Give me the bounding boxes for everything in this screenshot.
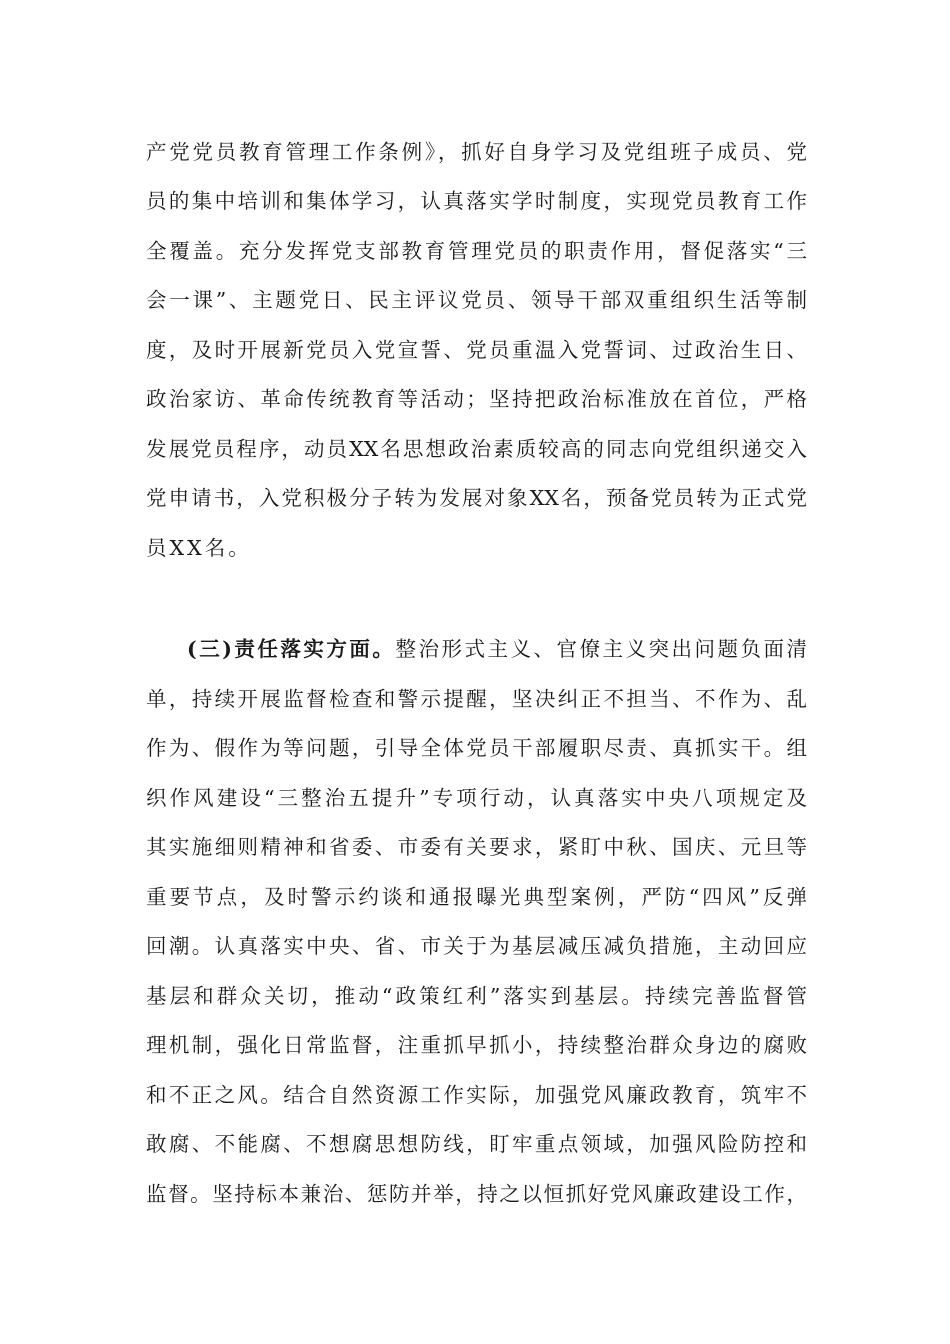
paragraph-2-line-5: 其实施细则精神和省委、市委有关要求，紧盯中秋、国庆、元旦等: [146, 835, 807, 859]
paragraph-1-line-1: 产党党员教育管理工作条例》，抓好自身学习及党组班子成员、党: [146, 140, 807, 164]
paragraph-1-line-9: 员XX名。: [146, 536, 252, 560]
paragraph-2-line-12: 监督。坚持标本兼治、惩防并举，持之以恒抓好党风廉政建设工作，: [146, 1182, 807, 1206]
paragraph-1-line-5: 度，及时开展新党员入党宣誓、党员重温入党誓词、过政治生日、: [146, 338, 807, 362]
paragraph-1-line-6: 政治家访、革命传统教育等活动；坚持把政治标准放在首位，严格: [146, 387, 807, 411]
paragraph-1-line-7: 发展党员程序，动员XX名思想政治素质较高的同志向党组织递交入: [146, 437, 807, 461]
paragraph-1-line-8: 党申请书，入党积极分子转为发展对象XX名，预备党员转为正式党: [146, 486, 807, 510]
paragraph-1-line-2: 员的集中培训和集体学习，认真落实学时制度，实现党员教育工作: [146, 189, 807, 213]
paragraph-2-line-7: 回潮。认真落实中央、省、市关于为基层减压减负措施，主动回应: [146, 934, 807, 958]
section-heading: (三)责任落实方面。: [187, 637, 396, 661]
paragraph-2-line-2: 单，持续开展监督检查和警示提醒，坚决纠正不担当、不作为、乱: [146, 687, 807, 711]
paragraph-2-line-4: 织作风建设“三整治五提升”专项行动，认真落实中央八项规定及: [146, 786, 807, 810]
paragraph-2-line-3: 作为、假作为等问题，引导全体党员干部履职尽责、真抓实干。组: [146, 736, 807, 760]
paragraph-2-line-1-text: 整治形式主义、官僚主义突出问题负面清: [395, 637, 807, 661]
paragraph-2-line-10: 和不正之风。结合自然资源工作实际，加强党风廉政教育，筑牢不: [146, 1083, 807, 1107]
paragraph-1-line-4: 会一课”、主题党日、民主评议党员、领导干部双重组织生活等制: [146, 288, 807, 312]
paragraph-2-line-6: 重要节点，及时警示约谈和通报曝光典型案例，严防“四风”反弹: [146, 885, 807, 909]
paragraph-2-line-11: 敢腐、不能腐、不想腐思想防线，盯牢重点领域，加强风险防控和: [146, 1132, 807, 1156]
paragraph-2-line-9: 理机制，强化日常监督，注重抓早抓小，持续整治群众身边的腐败: [146, 1033, 807, 1057]
paragraph-2-line-8: 基层和群众关切，推动“政策红利”落实到基层。持续完善监督管: [146, 984, 807, 1008]
paragraph-1-line-3: 全覆盖。充分发挥党支部教育管理党员的职责作用，督促落实“三: [146, 239, 807, 263]
paragraph-2-first-line: [187, 629, 807, 669]
